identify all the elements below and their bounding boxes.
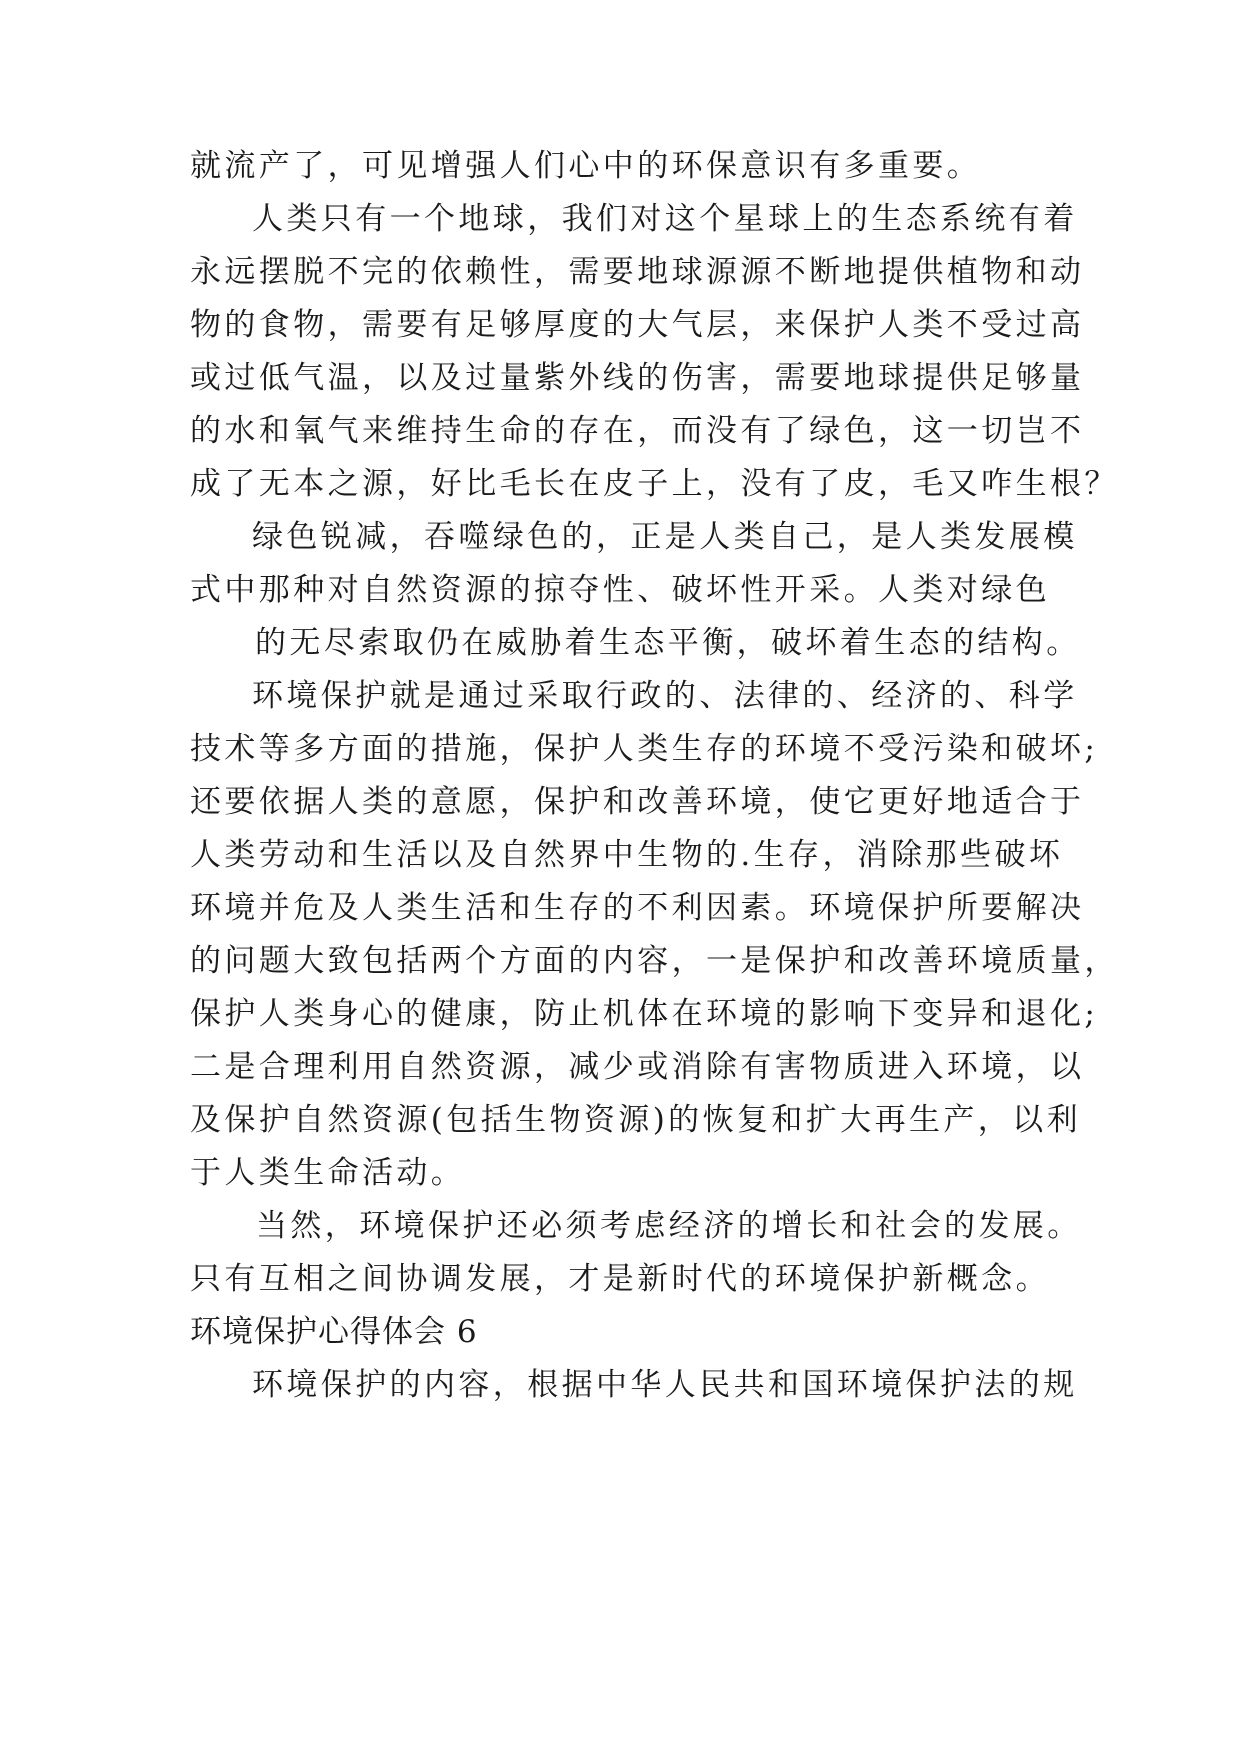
paragraph-line: 环境保护的内容，根据中华人民共和国环境保护法的规 bbox=[252, 1367, 1078, 1403]
paragraph-line: 就流产了，可见增强人们心中的环保意识有多重要。 bbox=[190, 148, 982, 184]
paragraph-line: 永远摆脱不完的依赖性，需要地球源源不断地提供植物和动 bbox=[190, 254, 1085, 290]
paragraph-line: 的无尽索取仍在威胁着生态平衡，破坏着生态的结构。 bbox=[255, 625, 1081, 661]
paragraph-line: 于人类生命活动。 bbox=[190, 1155, 466, 1191]
paragraph-line: 及保护自然资源(包括生物资源)的恢复和扩大再生产，以利 bbox=[190, 1102, 1081, 1138]
paragraph-line: 二是合理利用自然资源，减少或消除有害物质进入环境，以 bbox=[190, 1049, 1085, 1085]
paragraph-line: 人类只有一个地球，我们对这个星球上的生态系统有着 bbox=[252, 201, 1078, 237]
paragraph-line: 式中那种对自然资源的掠夺性、破坏性开采。人类对绿色 bbox=[190, 572, 1050, 608]
paragraph-line: 的问题大致包括两个方面的内容，一是保护和改善环境质量， bbox=[190, 943, 1119, 979]
paragraph-line: 的水和氧气来维持生命的存在，而没有了绿色，这一切岂不 bbox=[190, 413, 1085, 449]
section-heading: 环境保护心得体会 6 bbox=[190, 1314, 478, 1350]
paragraph-line: 成了无本之源，好比毛长在皮子上，没有了皮，毛又咋生根？ bbox=[190, 466, 1119, 502]
paragraph-line: 只有互相之间协调发展，才是新时代的环境保护新概念。 bbox=[190, 1261, 1050, 1297]
paragraph-line: 当然，环境保护还必须考虑经济的增长和社会的发展。 bbox=[256, 1208, 1082, 1244]
paragraph-line: 还要依据人类的意愿，保护和改善环境，使它更好地适合于 bbox=[190, 784, 1085, 820]
paragraph-line: 或过低气温，以及过量紫外线的伤害，需要地球提供足够量 bbox=[190, 360, 1085, 396]
paragraph-line: 保护人类身心的健康，防止机体在环境的影响下变异和退化; bbox=[190, 996, 1099, 1032]
paragraph-line: 人类劳动和生活以及自然界中生物的.生存，消除那些破坏 bbox=[190, 837, 1064, 873]
paragraph-line: 环境保护就是通过采取行政的、法律的、经济的、科学 bbox=[252, 678, 1078, 714]
paragraph-line: 环境并危及人类生活和生存的不利因素。环境保护所要解决 bbox=[190, 890, 1085, 926]
paragraph-line: 绿色锐减，吞噬绿色的，正是人类自己，是人类发展模 bbox=[252, 519, 1078, 555]
paragraph-line: 技术等多方面的措施，保护人类生存的环境不受污染和破坏; bbox=[190, 731, 1099, 767]
paragraph-line: 物的食物，需要有足够厚度的大气层，来保护人类不受过高 bbox=[190, 307, 1085, 343]
